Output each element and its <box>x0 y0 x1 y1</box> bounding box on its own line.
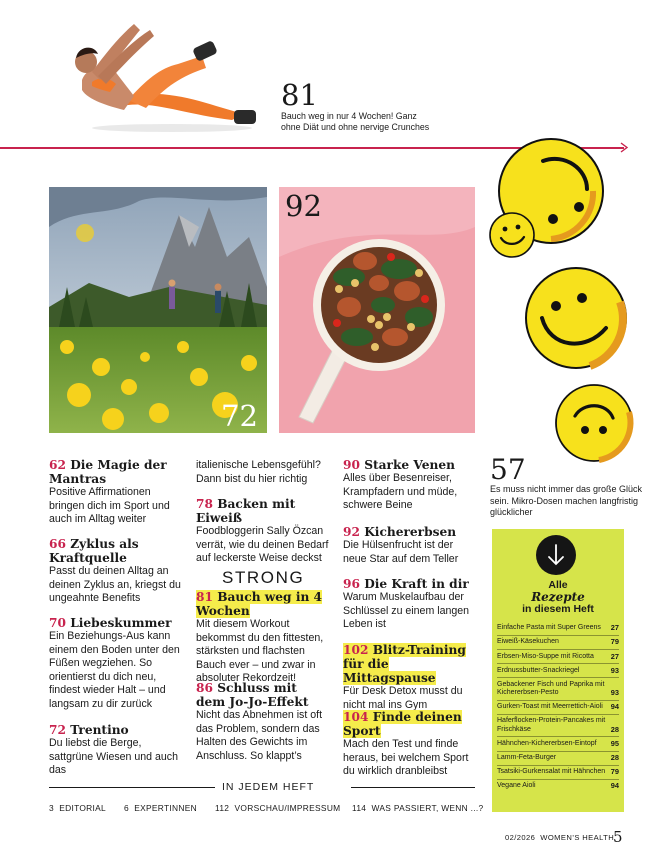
entry-body: Ein Beziehungs-Aus kann einem den Boden unter den Füßen wegziehen. So orientierst du dich neu, findest wieder Halt – und langsam zu dir zurück <box>49 630 180 710</box>
toc-entry-104[interactable] <box>343 710 479 779</box>
recipe-item[interactable] <box>497 715 619 738</box>
toc-entry-81[interactable] <box>196 590 332 686</box>
recipe-item[interactable] <box>497 664 619 678</box>
entry-title: Liebeskummer <box>70 616 172 630</box>
entry-title: Starke Venen <box>364 458 455 472</box>
entry-title: Die Kraft in dir <box>364 577 469 591</box>
magazine-name: WOMEN’S HEALTH <box>540 833 615 842</box>
feature-57-page-number[interactable]: 57 <box>490 453 526 486</box>
entry-body: Du liebst die Berge, sattgrüne Wiesen und auch das <box>49 737 178 776</box>
entry-page: 78 <box>196 497 213 511</box>
issue-info <box>505 833 614 842</box>
toc-entry-90[interactable] <box>343 458 479 513</box>
recipe-name: Einfache Pasta mit Super Greens <box>497 624 601 632</box>
recipe-box-title <box>492 579 624 615</box>
toc-entry-92[interactable] <box>343 525 479 566</box>
entry-body: Die Hülsenfrucht ist der neue Star auf dem Teller <box>343 539 459 565</box>
recipe-item[interactable] <box>497 622 619 636</box>
smiley-small-icon <box>488 210 536 260</box>
recipe-name: Gebackener Fisch und Paprika mit Kichererbsen-Pesto <box>497 680 605 697</box>
entry-body: Alles über Besenreiser, Krampfadern und müde, schwere Beine <box>343 472 458 511</box>
entry-page: 86 <box>196 681 213 695</box>
footer-rule-right <box>351 787 475 788</box>
entry-page: 81 <box>196 590 213 604</box>
entry-body: Für Desk Detox musst du nicht mal ins Gym <box>343 685 463 711</box>
toc-entry-72[interactable] <box>49 723 183 778</box>
footer-item-vorschau[interactable] <box>215 803 340 813</box>
recipe-name: Hähnchen-Kichererbsen-Eintopf <box>497 739 597 747</box>
arrow-down-icon <box>536 535 576 575</box>
entry-page: 62 <box>49 458 66 472</box>
entry-page: 102 <box>343 643 369 657</box>
recipe-item[interactable] <box>497 678 619 701</box>
recipe-name: Erbsen-Miso-Suppe mit Ricotta <box>497 652 594 660</box>
feature-57-teaser-text: Es muss nicht immer das große Glück sein. Mikro-Dosen machen langfristig glücklicher <box>490 484 643 517</box>
food-page-number[interactable]: 92 <box>285 189 322 223</box>
footer-page: 6 <box>124 803 129 813</box>
section-heading-strong: STRONG <box>222 568 305 587</box>
recipe-item[interactable] <box>497 737 619 751</box>
toc-entry-96[interactable] <box>343 577 479 632</box>
recipe-page: 28 <box>610 724 619 734</box>
recipe-name: Gurken-Toast mit Meerrettich-Aioli <box>497 703 603 711</box>
entry-page: 104 <box>343 710 369 724</box>
entry-page: 70 <box>49 616 66 630</box>
footer-label: VORSCHAU/IMPRESSUM <box>234 803 341 813</box>
recipe-page: 93 <box>610 665 619 675</box>
recipe-page: 27 <box>610 651 619 661</box>
entry-title: Die Magie der Mantras <box>49 458 167 486</box>
footer-item-editorial[interactable] <box>49 803 106 813</box>
footer-label: EXPERTINNEN <box>134 803 197 813</box>
issue-date: 02/2026 <box>505 833 536 842</box>
entry-title: Backen mit Eiweiß <box>196 497 296 525</box>
recipe-title-line3: in diesem Heft <box>522 603 594 615</box>
recipe-item[interactable] <box>497 752 619 766</box>
recipe-arrow-badge <box>536 535 576 575</box>
entry-body: Nicht das Abnehmen ist oft das Problem, sondern das Halten des Gewichts im Anschluss. So klappt’s <box>196 709 323 762</box>
footer-item-was-passiert[interactable] <box>352 803 483 813</box>
recipe-name: Erdnussbutter-Snackriegel <box>497 666 580 674</box>
toc-entry-62[interactable] <box>49 458 183 527</box>
recipe-page: 94 <box>610 781 619 791</box>
recipe-title-line1: Alle <box>548 579 568 591</box>
recipe-page: 27 <box>610 623 619 633</box>
mountain-page-number[interactable]: 72 <box>221 399 258 433</box>
recipe-page: 93 <box>610 688 619 698</box>
entry-body: Foodbloggerin Sally Özcan verrät, wie du deinen Bedarf auf leckerste Weise deckst <box>196 525 329 564</box>
entry-title: Kichererbsen <box>364 525 457 539</box>
recipe-item[interactable] <box>497 701 619 715</box>
toc-entry-86[interactable] <box>196 681 332 763</box>
entry-title: Bauch weg in 4 Wochen <box>196 590 323 618</box>
recipe-page: 28 <box>610 752 619 762</box>
entry-title: Trentino <box>70 723 129 737</box>
entry-title: Finde deinen Sport <box>343 710 462 738</box>
toc-entry-78[interactable] <box>196 497 332 566</box>
arrow-right-icon <box>619 142 630 153</box>
footer-page: 112 <box>215 803 230 813</box>
recipe-name: Vegane Aioli <box>497 782 536 790</box>
recipe-name: Haferflocken-Protein-Pancakes mit Frischkäse <box>497 717 606 733</box>
footer-page: 3 <box>49 803 54 813</box>
smiley-bottom-icon <box>553 382 635 464</box>
recipe-item[interactable] <box>497 766 619 780</box>
recipe-item[interactable] <box>497 780 619 793</box>
footer-page: 114 <box>352 803 367 813</box>
entry-body: Mach den Test und finde heraus, bei welchem Sport du wirklich dranbleibst <box>343 738 469 777</box>
entry-body: Positive Affirmationen bringen dich im Sport und auch im Alltag weiter <box>49 486 170 525</box>
page-number: 5 <box>613 828 623 846</box>
footer-rule-left <box>49 787 215 788</box>
toc-entry-102[interactable] <box>343 643 479 712</box>
recipe-name: Tsatsiki-Gurkensalat mit Hähnchen <box>497 768 606 776</box>
mountain-meadow-photo <box>49 187 267 433</box>
smiley-middle-icon <box>520 262 632 374</box>
footer-item-expertinnen[interactable] <box>124 803 197 813</box>
entry-body: Warum Muskelaufbau der Schlüssel zu einem langen Leben ist <box>343 591 470 630</box>
recipe-page: 94 <box>610 702 619 712</box>
toc-continued-text <box>196 459 332 486</box>
feature-teaser-text: Bauch weg in nur 4 Wochen! Ganz ohne Diät und ohne nervige Crunches <box>281 111 430 132</box>
toc-entry-66[interactable] <box>49 537 183 606</box>
footer-label: EDITORIAL <box>59 803 106 813</box>
recipe-list <box>497 622 619 793</box>
chickpea-pan-photo <box>279 187 475 433</box>
footer-title: IN JEDEM HEFT <box>222 781 315 793</box>
woman-exercise-photo <box>62 10 272 138</box>
recipe-title-line2: Rezepte <box>531 590 585 604</box>
entry-body: italienische Lebensgefühl? Dann bist du hier richtig <box>196 459 321 485</box>
recipe-item[interactable] <box>497 636 619 650</box>
entry-page: 72 <box>49 723 66 737</box>
entry-body: Passt du deinen Alltag an deinen Zyklus an, kriegst du ungeahnte Benefits <box>49 565 181 604</box>
entry-page: 90 <box>343 458 360 472</box>
recipe-name: Lamm-Feta-Burger <box>497 753 557 761</box>
entry-page: 96 <box>343 577 360 591</box>
entry-body: Mit diesem Workout bekommst du den fittesten, stärksten und flachsten Bauch ever – und zwar in absoluter Rekordzeit! <box>196 618 324 684</box>
recipe-name: Eiweiß-Käsekuchen <box>497 638 559 646</box>
recipe-page: 79 <box>610 637 619 647</box>
entry-title: Schluss mit dem Jo-Jo-Effekt <box>196 681 309 709</box>
recipe-item[interactable] <box>497 650 619 664</box>
entry-page: 92 <box>343 525 360 539</box>
entry-page: 66 <box>49 537 66 551</box>
footer-label: WAS PASSIERT, WENN ...? <box>371 803 484 813</box>
entry-title: Zyklus als Kraftquelle <box>49 537 139 565</box>
recipe-page: 95 <box>610 738 619 748</box>
toc-entry-70[interactable] <box>49 616 183 711</box>
recipe-page: 79 <box>610 767 619 777</box>
feature-page-number[interactable]: 81 <box>281 78 318 112</box>
entry-title: Blitz-Training für die Mittagspause <box>343 643 466 685</box>
